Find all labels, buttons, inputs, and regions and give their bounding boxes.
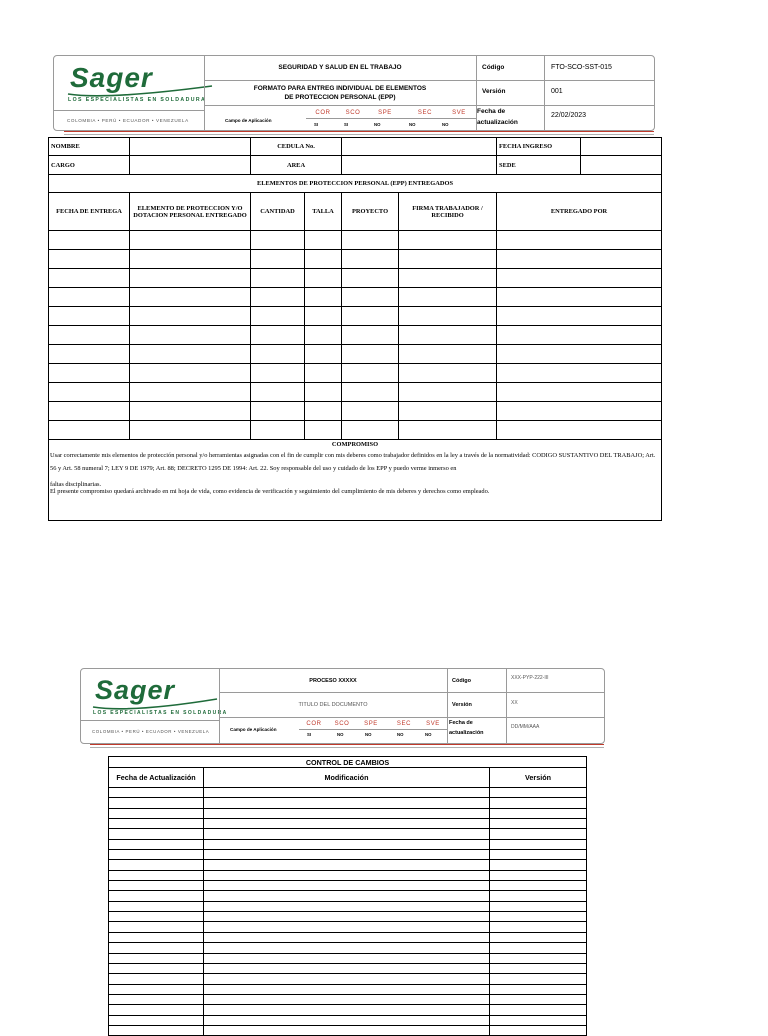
epp-cell[interactable] bbox=[399, 326, 497, 345]
control-cambios-cell[interactable] bbox=[204, 788, 490, 798]
control-cambios-cell[interactable] bbox=[204, 808, 490, 818]
control-cambios-cell[interactable] bbox=[490, 984, 587, 994]
control-cambios-cell[interactable] bbox=[490, 870, 587, 880]
header-rule-gray bbox=[64, 134, 654, 135]
epp-cell[interactable] bbox=[497, 345, 662, 364]
box-sco-value: SI bbox=[344, 122, 349, 127]
sede-field[interactable] bbox=[581, 156, 662, 175]
control-cambios-cell[interactable] bbox=[490, 963, 587, 973]
epp-cell[interactable] bbox=[49, 383, 130, 402]
col-firma: FIRMA TRABAJADOR / RECIBIDO bbox=[399, 193, 497, 231]
control-cambios-cell[interactable] bbox=[204, 1025, 490, 1035]
version-label: Versión bbox=[452, 702, 472, 708]
fecha-label-2: actualización bbox=[477, 119, 518, 126]
cedula-field[interactable] bbox=[342, 138, 497, 156]
epp-cell[interactable] bbox=[399, 402, 497, 421]
epp-cell[interactable] bbox=[130, 231, 251, 250]
box-cor-label: COR bbox=[315, 110, 331, 116]
box-sco-label: SCO bbox=[345, 110, 361, 116]
area-field[interactable] bbox=[342, 156, 497, 175]
document-title: TITULO DEL DOCUMENTO bbox=[298, 702, 368, 708]
epp-cell[interactable] bbox=[130, 250, 251, 269]
box-spe-label: SPE bbox=[364, 721, 378, 727]
epp-cell[interactable] bbox=[342, 288, 399, 307]
control-cambios-cell[interactable] bbox=[204, 798, 490, 808]
control-cambios-cell[interactable] bbox=[490, 798, 587, 808]
control-cambios-row bbox=[109, 829, 587, 839]
control-cambios-row bbox=[109, 963, 587, 973]
fecha-label-2: actualización bbox=[449, 730, 484, 736]
control-cambios-cell[interactable] bbox=[109, 901, 204, 911]
epp-cell[interactable] bbox=[305, 402, 342, 421]
epp-cell[interactable] bbox=[305, 326, 342, 345]
control-cambios-cell[interactable] bbox=[204, 932, 490, 942]
epp-cell[interactable] bbox=[497, 307, 662, 326]
control-cambios-cell[interactable] bbox=[204, 984, 490, 994]
control-cambios-cell[interactable] bbox=[109, 943, 204, 953]
epp-cell[interactable] bbox=[305, 307, 342, 326]
logo-tagline: LOS ESPECIALISTAS EN SOLDADURA bbox=[68, 97, 207, 103]
control-cambios-cell[interactable] bbox=[204, 1005, 490, 1015]
epp-cell[interactable] bbox=[399, 250, 497, 269]
control-cambios-cell[interactable] bbox=[204, 819, 490, 829]
epp-cell[interactable] bbox=[497, 383, 662, 402]
epp-cell[interactable] bbox=[251, 250, 305, 269]
logo-tagline: LOS ESPECIALISTAS EN SOLDADURA bbox=[93, 710, 228, 716]
control-cambios-cell[interactable] bbox=[109, 984, 204, 994]
control-cambios-cell[interactable] bbox=[109, 870, 204, 880]
epp-section-title: ELEMENTOS DE PROTECCION PERSONAL (EPP) ENTREGADOS bbox=[49, 175, 662, 193]
epp-cell[interactable] bbox=[342, 269, 399, 288]
process-title: SEGURIDAD Y SALUD EN EL TRABAJO bbox=[278, 64, 402, 71]
col-talla: TALLA bbox=[305, 193, 342, 231]
col-fecha-actualizacion: Fecha de Actualización bbox=[109, 768, 204, 788]
epp-cell[interactable] bbox=[305, 288, 342, 307]
document-header bbox=[53, 55, 655, 131]
control-cambios-cell[interactable] bbox=[490, 974, 587, 984]
control-cambios-cell[interactable] bbox=[109, 953, 204, 963]
compromiso-paragraph-1: Usar correctamente mis elementos de protección personal y/o herramientas asignadas con el fin de cumplir con mis deberes como trabajador definidos en la ley a través de la normatividad: CODIGO SUSTANTIVO DEL TRABAJO; Art. 56 y Art. 58 numeral 7; LEY 9 DE 1979; Art. 88; DECRETO 1295 DE 1994: Art. 22. Soy responsable del uso y cuidado de los EPP y puedo verme inmerso en bbox=[50, 451, 656, 472]
cargo-field[interactable] bbox=[130, 156, 251, 175]
epp-cell[interactable] bbox=[251, 307, 305, 326]
control-cambios-cell[interactable] bbox=[204, 891, 490, 901]
control-cambios-row bbox=[109, 932, 587, 942]
control-cambios-cell[interactable] bbox=[109, 891, 204, 901]
epp-cell[interactable] bbox=[49, 364, 130, 383]
control-cambios-cell[interactable] bbox=[109, 850, 204, 860]
control-cambios-title: CONTROL DE CAMBIOS bbox=[109, 757, 587, 768]
fecha-label: Fecha de bbox=[449, 720, 473, 726]
compromiso-paragraph-2: faltas disciplinarias. bbox=[50, 480, 102, 488]
box-spe-label: SPE bbox=[378, 110, 392, 116]
control-cambios-cell[interactable] bbox=[490, 1025, 587, 1035]
control-cambios-cell[interactable] bbox=[109, 829, 204, 839]
epp-cell[interactable] bbox=[251, 421, 305, 440]
box-sco-value: NO bbox=[337, 732, 344, 737]
col-elemento: ELEMENTO DE PROTECCION Y/O DOTACION PERSONAL ENTREGADO bbox=[130, 193, 251, 231]
control-cambios-cell[interactable] bbox=[490, 901, 587, 911]
control-cambios-row bbox=[109, 819, 587, 829]
compromiso-text bbox=[49, 449, 662, 521]
control-cambios-row bbox=[109, 870, 587, 880]
fecha-ingreso-label: FECHA INGRESO bbox=[497, 138, 581, 156]
epp-row bbox=[49, 307, 662, 326]
control-cambios-cell[interactable] bbox=[490, 850, 587, 860]
epp-cell[interactable] bbox=[342, 402, 399, 421]
control-cambios-cell[interactable] bbox=[490, 819, 587, 829]
control-cambios-cell[interactable] bbox=[204, 912, 490, 922]
control-cambios-row bbox=[109, 922, 587, 932]
epp-cell[interactable] bbox=[497, 288, 662, 307]
epp-row bbox=[49, 345, 662, 364]
nombre-label: NOMBRE bbox=[49, 138, 130, 156]
control-cambios-row bbox=[109, 891, 587, 901]
col-version: Versión bbox=[490, 768, 587, 788]
cargo-label: CARGO bbox=[49, 156, 130, 175]
epp-row bbox=[49, 288, 662, 307]
control-cambios-cell[interactable] bbox=[204, 881, 490, 891]
compromiso-paragraph-3: El presente compromiso quedará archivado en mi hoja de vida, como evidencia de verificación y seguimiento del cumplimiento de mis deberes y derechos como empleado. bbox=[50, 487, 490, 495]
header-rule-red bbox=[90, 744, 604, 745]
epp-row bbox=[49, 402, 662, 421]
epp-cell[interactable] bbox=[497, 250, 662, 269]
box-sve-value: NO bbox=[442, 122, 449, 127]
epp-cell[interactable] bbox=[251, 269, 305, 288]
box-sec-value: NO bbox=[397, 732, 404, 737]
control-cambios-cell[interactable] bbox=[490, 932, 587, 942]
box-sec-label: SEC bbox=[396, 721, 412, 727]
epp-row bbox=[49, 326, 662, 345]
control-cambios-cell[interactable] bbox=[490, 1005, 587, 1015]
epp-cell[interactable] bbox=[342, 364, 399, 383]
col-fecha-entrega: FECHA DE ENTREGA bbox=[49, 193, 130, 231]
box-sec-label: SEC bbox=[417, 110, 433, 116]
epp-cell[interactable] bbox=[305, 250, 342, 269]
epp-cell[interactable] bbox=[342, 231, 399, 250]
fecha-value: 22/02/2023 bbox=[551, 112, 587, 119]
control-cambios-cell[interactable] bbox=[109, 798, 204, 808]
codigo-value: FTO-SCO-SST-015 bbox=[551, 64, 612, 71]
epp-row bbox=[49, 231, 662, 250]
epp-cell[interactable] bbox=[251, 383, 305, 402]
document-title-line1: FORMATO PARA ENTREG INDIVIDUAL DE ELEMENTOS bbox=[253, 85, 427, 92]
epp-cell[interactable] bbox=[497, 326, 662, 345]
epp-cell[interactable] bbox=[49, 307, 130, 326]
sager-logo: Sager bbox=[95, 675, 176, 705]
box-sve-label: SVE bbox=[426, 721, 440, 727]
box-sec-value: NO bbox=[409, 122, 416, 127]
control-cambios-cell[interactable] bbox=[490, 953, 587, 963]
sede-label: SEDE bbox=[497, 156, 581, 175]
control-cambios-cell[interactable] bbox=[204, 850, 490, 860]
control-cambios-row bbox=[109, 798, 587, 808]
control-cambios-table bbox=[108, 756, 587, 1036]
control-cambios-cell[interactable] bbox=[490, 839, 587, 849]
epp-cell[interactable] bbox=[399, 383, 497, 402]
epp-cell[interactable] bbox=[399, 288, 497, 307]
epp-cell[interactable] bbox=[49, 250, 130, 269]
campo-aplicacion-label: Campo de Aplicación bbox=[230, 727, 277, 732]
control-cambios-cell[interactable] bbox=[204, 839, 490, 849]
epp-cell[interactable] bbox=[342, 250, 399, 269]
control-cambios-cell[interactable] bbox=[204, 963, 490, 973]
control-cambios-cell[interactable] bbox=[109, 922, 204, 932]
box-sve-value: NO bbox=[425, 732, 432, 737]
epp-cell[interactable] bbox=[305, 345, 342, 364]
control-cambios-row bbox=[109, 839, 587, 849]
control-cambios-cell[interactable] bbox=[109, 839, 204, 849]
control-cambios-cell[interactable] bbox=[490, 912, 587, 922]
epp-cell[interactable] bbox=[49, 269, 130, 288]
control-cambios-cell[interactable] bbox=[204, 953, 490, 963]
document-title-line2: DE PROTECCION PERSONAL (EPP) bbox=[284, 94, 396, 101]
epp-cell[interactable] bbox=[251, 231, 305, 250]
epp-cell[interactable] bbox=[251, 345, 305, 364]
version-value: 001 bbox=[551, 88, 563, 95]
version-value: XX bbox=[511, 700, 518, 706]
box-sco-label: SCO bbox=[334, 721, 350, 727]
nombre-field[interactable] bbox=[130, 138, 251, 156]
epp-cell[interactable] bbox=[130, 288, 251, 307]
col-modificacion: Modificación bbox=[204, 768, 490, 788]
epp-row bbox=[49, 250, 662, 269]
control-cambios-cell[interactable] bbox=[490, 994, 587, 1004]
control-cambios-row bbox=[109, 881, 587, 891]
control-cambios-cell[interactable] bbox=[109, 788, 204, 798]
epp-row bbox=[49, 383, 662, 402]
control-cambios-row bbox=[109, 860, 587, 870]
control-cambios-cell[interactable] bbox=[109, 912, 204, 922]
control-cambios-row bbox=[109, 901, 587, 911]
control-cambios-cell[interactable] bbox=[204, 829, 490, 839]
epp-cell[interactable] bbox=[342, 326, 399, 345]
control-cambios-cell[interactable] bbox=[109, 1025, 204, 1035]
sager-logo: Sager bbox=[70, 62, 153, 93]
box-cor-value: SI bbox=[314, 122, 319, 127]
col-proyecto: PROYECTO bbox=[342, 193, 399, 231]
fecha-value: DD/MM/AAA bbox=[511, 724, 540, 730]
header-rule-red bbox=[64, 131, 654, 132]
control-cambios-cell[interactable] bbox=[109, 974, 204, 984]
epp-cell[interactable] bbox=[399, 421, 497, 440]
epp-cell[interactable] bbox=[130, 383, 251, 402]
control-cambios-cell[interactable] bbox=[490, 881, 587, 891]
control-cambios-cell[interactable] bbox=[109, 808, 204, 818]
control-cambios-cell[interactable] bbox=[490, 891, 587, 901]
box-spe-value: NO bbox=[365, 732, 372, 737]
epp-cell[interactable] bbox=[497, 269, 662, 288]
control-cambios-cell[interactable] bbox=[490, 860, 587, 870]
epp-cell[interactable] bbox=[342, 307, 399, 326]
box-spe-value: NO bbox=[374, 122, 381, 127]
epp-cell[interactable] bbox=[251, 402, 305, 421]
control-cambios-row bbox=[109, 1025, 587, 1035]
epp-cell[interactable] bbox=[305, 383, 342, 402]
document-header-template bbox=[80, 668, 605, 744]
campo-aplicacion-label: Campo de Aplicación bbox=[225, 118, 272, 123]
epp-cell[interactable] bbox=[399, 364, 497, 383]
control-cambios-cell[interactable] bbox=[204, 943, 490, 953]
control-cambios-row bbox=[109, 912, 587, 922]
control-cambios-cell[interactable] bbox=[204, 994, 490, 1004]
box-sve-label: SVE bbox=[452, 110, 466, 116]
epp-cell[interactable] bbox=[251, 364, 305, 383]
epp-cell[interactable] bbox=[305, 269, 342, 288]
epp-cell[interactable] bbox=[497, 231, 662, 250]
control-cambios-cell[interactable] bbox=[109, 932, 204, 942]
epp-cell[interactable] bbox=[49, 231, 130, 250]
epp-cell[interactable] bbox=[130, 326, 251, 345]
control-cambios-row bbox=[109, 850, 587, 860]
control-cambios-row bbox=[109, 984, 587, 994]
epp-cell[interactable] bbox=[130, 421, 251, 440]
epp-cell[interactable] bbox=[497, 364, 662, 383]
area-label: AREA bbox=[251, 156, 342, 175]
epp-cell[interactable] bbox=[399, 269, 497, 288]
box-cor-label: COR bbox=[306, 721, 322, 727]
control-cambios-cell[interactable] bbox=[490, 788, 587, 798]
epp-row bbox=[49, 421, 662, 440]
epp-cell[interactable] bbox=[251, 326, 305, 345]
epp-cell[interactable] bbox=[49, 402, 130, 421]
epp-cell[interactable] bbox=[399, 307, 497, 326]
box-cor-value: SI bbox=[307, 732, 312, 737]
control-cambios-cell[interactable] bbox=[204, 901, 490, 911]
epp-cell[interactable] bbox=[49, 421, 130, 440]
control-cambios-cell[interactable] bbox=[204, 922, 490, 932]
version-label: Versión bbox=[482, 88, 506, 95]
control-cambios-cell[interactable] bbox=[109, 860, 204, 870]
epp-cell[interactable] bbox=[130, 364, 251, 383]
control-cambios-cell[interactable] bbox=[204, 870, 490, 880]
epp-cell[interactable] bbox=[130, 345, 251, 364]
control-cambios-cell[interactable] bbox=[490, 922, 587, 932]
epp-cell[interactable] bbox=[342, 345, 399, 364]
epp-cell[interactable] bbox=[497, 402, 662, 421]
control-cambios-row bbox=[109, 808, 587, 818]
control-cambios-cell[interactable] bbox=[109, 963, 204, 973]
epp-cell[interactable] bbox=[399, 345, 497, 364]
epp-cell[interactable] bbox=[305, 231, 342, 250]
header-rule-gray bbox=[90, 747, 604, 748]
epp-cell[interactable] bbox=[130, 269, 251, 288]
logo-countries: COLOMBIA • PERÚ • ECUADOR • VENEZUELA bbox=[67, 118, 189, 123]
codigo-label: Código bbox=[482, 64, 505, 71]
epp-cell[interactable] bbox=[305, 421, 342, 440]
control-cambios-cell[interactable] bbox=[204, 974, 490, 984]
epp-cell[interactable] bbox=[49, 288, 130, 307]
control-cambios-cell[interactable] bbox=[490, 829, 587, 839]
epp-cell[interactable] bbox=[497, 421, 662, 440]
control-cambios-cell[interactable] bbox=[490, 943, 587, 953]
control-cambios-row bbox=[109, 1005, 587, 1015]
epp-cell[interactable] bbox=[130, 402, 251, 421]
control-cambios-row bbox=[109, 953, 587, 963]
codigo-label: Código bbox=[452, 678, 471, 684]
epp-cell[interactable] bbox=[342, 383, 399, 402]
epp-cell[interactable] bbox=[49, 326, 130, 345]
epp-cell[interactable] bbox=[49, 345, 130, 364]
control-cambios-row bbox=[109, 994, 587, 1004]
epp-row bbox=[49, 364, 662, 383]
epp-cell[interactable] bbox=[342, 421, 399, 440]
control-cambios-cell[interactable] bbox=[204, 860, 490, 870]
epp-cell[interactable] bbox=[251, 288, 305, 307]
epp-cell[interactable] bbox=[130, 307, 251, 326]
control-cambios-cell[interactable] bbox=[109, 1005, 204, 1015]
process-title: PROCESO XXXXX bbox=[309, 678, 357, 684]
epp-delivery-table bbox=[48, 137, 662, 521]
codigo-value: XXX-PYP-222-III bbox=[511, 675, 549, 681]
epp-cell[interactable] bbox=[399, 231, 497, 250]
cedula-label: CEDULA No. bbox=[251, 138, 342, 156]
fecha-ingreso-field[interactable] bbox=[581, 138, 662, 156]
col-entregado-por: ENTREGADO POR bbox=[497, 193, 662, 231]
epp-row bbox=[49, 269, 662, 288]
fecha-label: Fecha de bbox=[477, 108, 506, 115]
col-cantidad: CANTIDAD bbox=[251, 193, 305, 231]
control-cambios-row bbox=[109, 788, 587, 798]
control-cambios-cell[interactable] bbox=[109, 819, 204, 829]
control-cambios-cell[interactable] bbox=[109, 994, 204, 1004]
logo-countries: COLOMBIA • PERÚ • ECUADOR • VENEZUELA bbox=[92, 729, 210, 734]
epp-cell[interactable] bbox=[305, 364, 342, 383]
control-cambios-row bbox=[109, 974, 587, 984]
control-cambios-row bbox=[109, 943, 587, 953]
control-cambios-cell[interactable] bbox=[109, 881, 204, 891]
control-cambios-cell[interactable] bbox=[490, 808, 587, 818]
compromiso-title: COMPROMISO bbox=[49, 440, 662, 449]
